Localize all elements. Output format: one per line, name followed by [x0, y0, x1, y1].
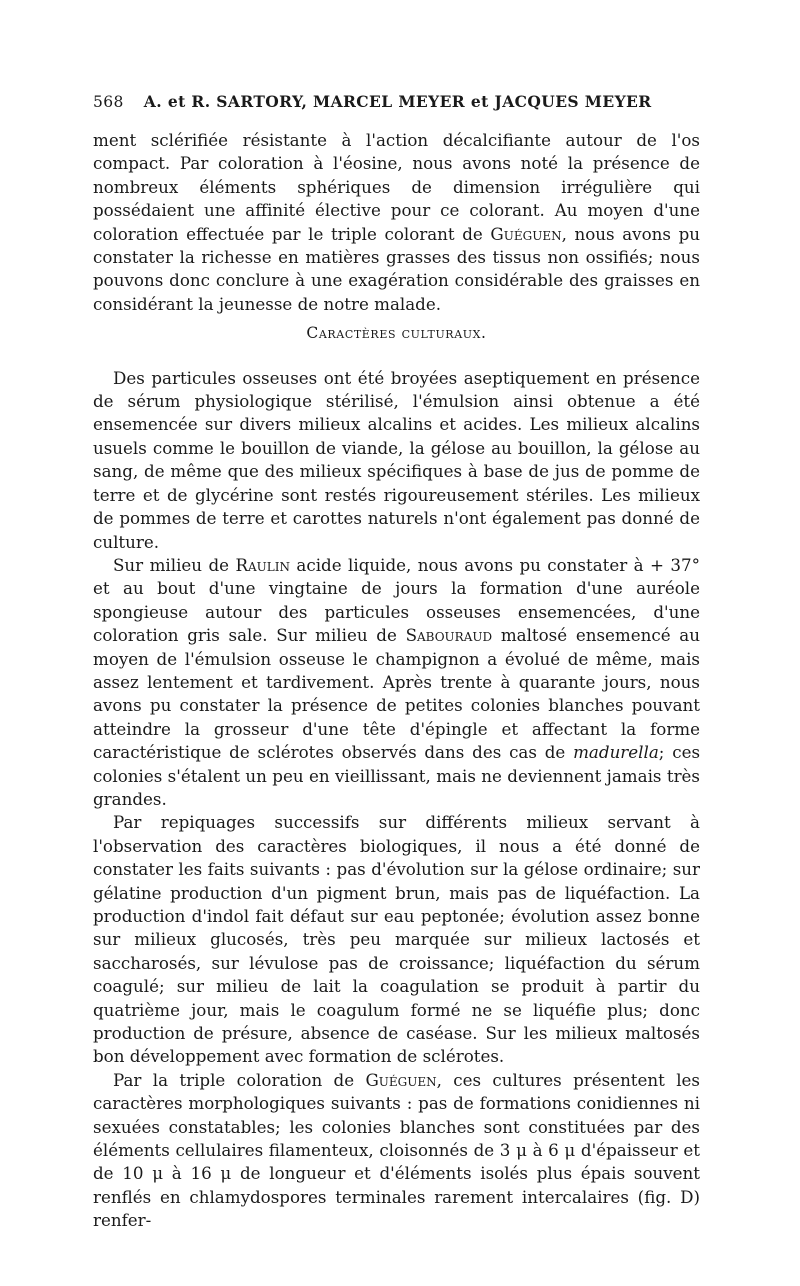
paragraph-3-text-a: Sur milieu de	[113, 554, 236, 575]
section-title: Caractères culturaux.	[306, 324, 487, 343]
running-head	[93, 92, 700, 111]
page-number: 568	[93, 93, 124, 111]
paragraph-3-text-b: acide liquide, nous avons pu constater à + 37° et au bout d'une vingtaine de jours la formation d'une auréole spongieuse autour des particules osseuses ensemencées, d'une coloration gris sale. Sur milieu de	[93, 554, 700, 646]
body-text	[93, 129, 700, 1233]
paragraph-5-text-a: Par la triple coloration de	[113, 1069, 366, 1090]
paragraph-5-text-b: , ces cultures présentent les caractères morphologiques suivants : pas de formations conidiennes ni sexuées constatables; les colonies blanches sont constituées par des éléments cellulaires filamenteux, cloisonnés de 3 μ à 6 μ d'épaisseur et de 10 μ à 16 μ de longueur et d'éléments isolés plus épais souvent renflés en chlamydospores terminales rarement intercalaires (fig. D) renfer-	[93, 1069, 700, 1231]
paragraph-3-text-d: ; ces colonies s'étalent un peu en vieillissant, mais ne deviennent jamais très grandes.	[93, 742, 701, 809]
italic-madurella: madurella	[573, 742, 659, 763]
author-name-gueguen-2: Guéguen	[365, 1069, 437, 1090]
authors-line: A. et R. SARTORY, MARCEL MEYER et JACQUES MEYER	[143, 92, 652, 111]
paragraph-1	[93, 129, 700, 316]
paragraph-4: Par repiquages successifs sur différents milieux servant à l'observation des caractères biologiques, il nous a été donné de constater les faits suivants : pas d'évolution sur la gélose ordinaire; sur gélatine production d'un pigment brun, mais pas de liquéfaction. La production d'indol fait défaut sur eau peptonée; évolution assez bonne sur milieux glucosés, très peu marquée sur milieux lactosés et saccharosés, sur lévulose pas de croissance; liquéfaction du sérum coagulé; sur milieu de lait la coagulation se produit à partir du quatrième jour, mais le coagulum formé ne se liquéfie plus; donc production de présure, absence de caséase. Sur les milieux maltosés bon développement avec formation de sclérotes.	[93, 812, 700, 1067]
paragraph-3	[93, 554, 700, 811]
author-name-gueguen: Guéguen	[490, 223, 562, 244]
paragraph-2: Des particules osseuses ont été broyées aseptiquement en présence de sérum physiologique stérilisé, l'émulsion ainsi obtenue a été ensemencée sur divers milieux alcalins et acides. Les milieux alcalins usuels comme le bouillon de viande, la gélose au bouillon, la gélose au sang, de même que des milieux spécifiques à base de jus de pomme de terre et de glycérine sont restés rigoureusement stériles. Les milieux de pommes de terre et carottes naturels n'ont également pas donné de culture.	[93, 367, 700, 552]
paragraph-1-text-b: , nous avons pu constater la richesse en matières grasses des tissus non ossifiés; nous pouvons donc conclure à une exagération considérable des graisses en considérant la jeunesse de notre malade.	[93, 223, 700, 314]
paragraph-3-text-c: maltosé ensemencé au moyen de l'émulsion osseuse le champignon a évolué de même, mais assez lentement et tardivement. Après trente à quarante jours, nous avons pu constater la présence de petites colonies blanches pouvant atteindre la grosseur d'une tête d'épingle et affectant la forme caractéristique de sclérotes observés dans des cas de	[93, 625, 700, 763]
paragraph-1-text-a: ment sclérifiée résistante à l'action décalcifiante autour de l'os compact. Par coloration à l'éosine, nous avons noté la présence de nombreux éléments sphériques de dimension irrégulière qui possédaient une affinité élective pour ce colorant. Au moyen d'une coloration effectuée par le triple colorant de	[93, 130, 700, 244]
author-name-raulin: Raulin	[235, 554, 290, 575]
paragraph-5	[93, 1069, 700, 1233]
author-name-sabouraud: Sabouraud	[405, 625, 493, 646]
